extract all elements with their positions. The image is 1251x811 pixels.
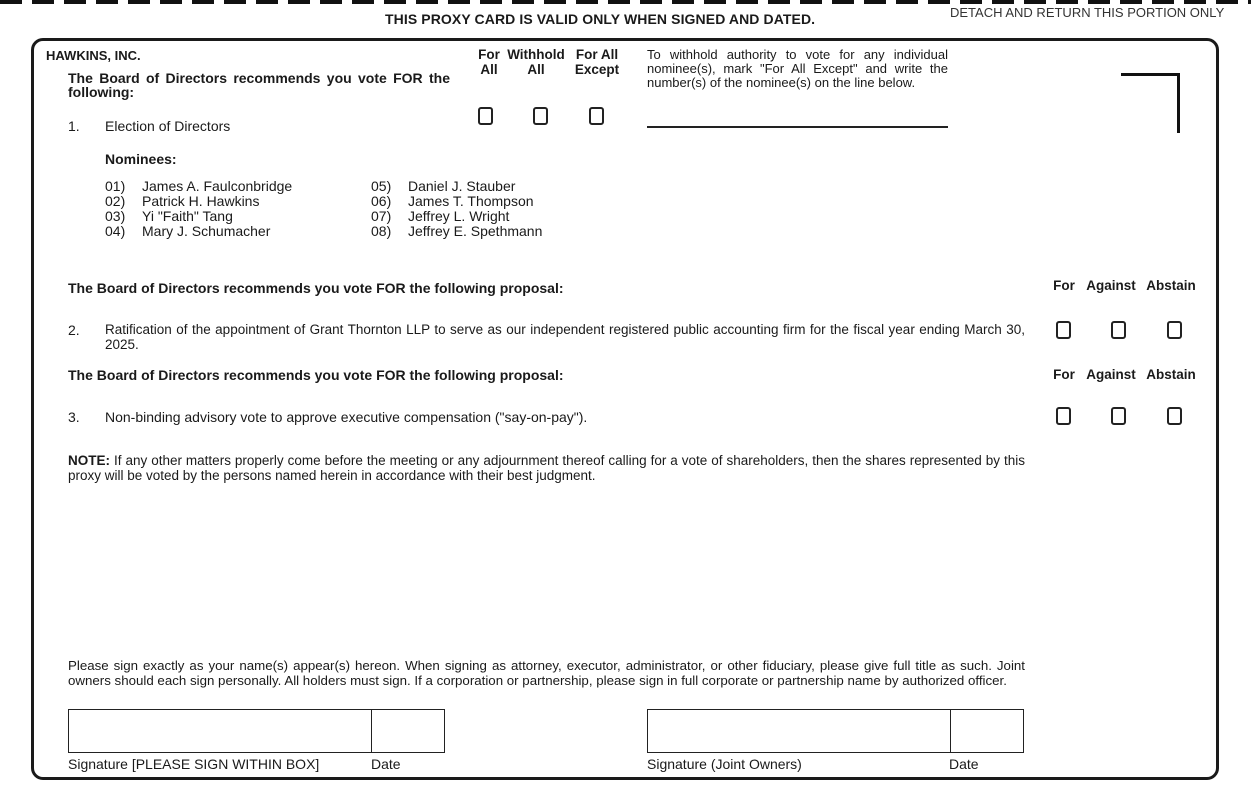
nominee-exception-line[interactable] bbox=[647, 126, 948, 128]
proposal3-recommendation: The Board of Directors recommends you vote FOR the following proposal: bbox=[68, 367, 564, 383]
nominee-number: 01) bbox=[105, 178, 126, 194]
nominee-number: 07) bbox=[371, 208, 392, 224]
joint-date-label: Date bbox=[949, 756, 979, 772]
col-for-all-except: For All Except bbox=[574, 47, 620, 77]
p2-col-abstain: Abstain bbox=[1146, 278, 1196, 293]
nominee-name: James T. Thompson bbox=[408, 193, 534, 209]
item1-label: Election of Directors bbox=[105, 118, 231, 134]
withhold-instruction: To withhold authority to vote for any individual nominee(s), mark "For All Except" and write the number(s) of the nominee(s) on the line below. bbox=[647, 47, 948, 90]
nominee-number: 06) bbox=[371, 193, 392, 209]
nominee-row bbox=[371, 209, 542, 224]
valid-notice: THIS PROXY CARD IS VALID ONLY WHEN SIGNED AND DATED. bbox=[385, 11, 816, 27]
nominee-row bbox=[105, 179, 292, 194]
p3-against-checkbox[interactable] bbox=[1111, 407, 1126, 425]
corner-mark-vertical bbox=[1177, 73, 1180, 133]
proposal2-text: Ratification of the appointment of Grant Thornton LLP to serve as our independent registered public accounting firm for the fiscal year ending March 30, 2025. bbox=[105, 322, 1025, 352]
proposal2-number: 2. bbox=[68, 322, 80, 338]
section1-recommendation: The Board of Directors recommends you vote FOR the following: bbox=[68, 70, 450, 100]
primary-signature-box[interactable] bbox=[68, 709, 445, 753]
note-label: NOTE: bbox=[68, 453, 110, 468]
nominee-name: Jeffrey E. Spethmann bbox=[408, 223, 543, 239]
nominees-heading: Nominees: bbox=[105, 151, 177, 167]
nominee-name: Patrick H. Hawkins bbox=[142, 193, 260, 209]
for-all-checkbox[interactable] bbox=[478, 107, 493, 125]
company-name: HAWKINS, INC. bbox=[46, 48, 141, 63]
p2-against-checkbox[interactable] bbox=[1111, 321, 1126, 339]
nominee-name: Mary J. Schumacher bbox=[142, 223, 271, 239]
nominee-row bbox=[371, 179, 542, 194]
p2-for-checkbox[interactable] bbox=[1056, 321, 1071, 339]
nominee-row bbox=[105, 224, 292, 239]
nominee-name: James A. Faulconbridge bbox=[142, 178, 293, 194]
nominee-name: Daniel J. Stauber bbox=[408, 178, 516, 194]
nominee-name: Jeffrey L. Wright bbox=[408, 208, 510, 224]
nominee-number: 05) bbox=[371, 178, 392, 194]
primary-date-label: Date bbox=[371, 756, 401, 772]
nominee-number: 08) bbox=[371, 223, 392, 239]
for-all-except-checkbox[interactable] bbox=[589, 107, 604, 125]
item1-number: 1. bbox=[68, 118, 80, 134]
nominee-row bbox=[371, 194, 542, 209]
nominee-row bbox=[105, 194, 292, 209]
p2-abstain-checkbox[interactable] bbox=[1167, 321, 1182, 339]
nominee-name: Yi "Faith" Tang bbox=[142, 208, 233, 224]
p3-for-checkbox[interactable] bbox=[1056, 407, 1071, 425]
proposal3-text: Non-binding advisory vote to approve executive compensation ("say-on-pay"). bbox=[105, 409, 588, 425]
joint-signature-label: Signature (Joint Owners) bbox=[647, 756, 802, 772]
nominee-row bbox=[371, 224, 542, 239]
primary-date-divider bbox=[371, 710, 372, 752]
nominee-number: 04) bbox=[105, 223, 126, 239]
nominee-number: 03) bbox=[105, 208, 126, 224]
withhold-all-checkbox[interactable] bbox=[533, 107, 548, 125]
nominee-row bbox=[105, 209, 292, 224]
detach-notice: DETACH AND RETURN THIS PORTION ONLY bbox=[950, 5, 1225, 20]
p3-col-for: For bbox=[1053, 367, 1075, 382]
p3-col-against: Against bbox=[1086, 367, 1136, 382]
p2-col-against: Against bbox=[1086, 278, 1136, 293]
p2-col-for: For bbox=[1053, 278, 1075, 293]
p3-abstain-checkbox[interactable] bbox=[1167, 407, 1182, 425]
note-paragraph bbox=[68, 453, 1025, 483]
joint-signature-box[interactable] bbox=[647, 709, 1024, 753]
proposal2-recommendation: The Board of Directors recommends you vote FOR the following proposal: bbox=[68, 280, 564, 296]
p3-col-abstain: Abstain bbox=[1146, 367, 1196, 382]
joint-date-divider bbox=[950, 710, 951, 752]
corner-mark bbox=[1121, 73, 1179, 76]
proposal3-number: 3. bbox=[68, 409, 80, 425]
detach-perforation bbox=[0, 0, 1251, 4]
nominee-number: 02) bbox=[105, 193, 126, 209]
signing-instructions: Please sign exactly as your name(s) appear(s) hereon. When signing as attorney, executor, administrator, or other fiduciary, please give full title as such. Joint owners should each sign personally. All holders must sign. If a corporation or partnership, please sign in full corporate or partnership name by authorized officer. bbox=[68, 658, 1025, 688]
col-withhold-all: Withhold All bbox=[507, 47, 565, 77]
note-text: If any other matters properly come before the meeting or any adjournment thereof calling for a vote of shareholders, then the shares represented by this proxy will be voted by the persons named herein in accordance with their best judgment. bbox=[68, 453, 1025, 483]
col-for-all: For All bbox=[478, 47, 500, 77]
nominee-list-left bbox=[105, 179, 292, 239]
primary-signature-label: Signature [PLEASE SIGN WITHIN BOX] bbox=[68, 756, 320, 772]
nominee-list-right bbox=[371, 179, 542, 239]
